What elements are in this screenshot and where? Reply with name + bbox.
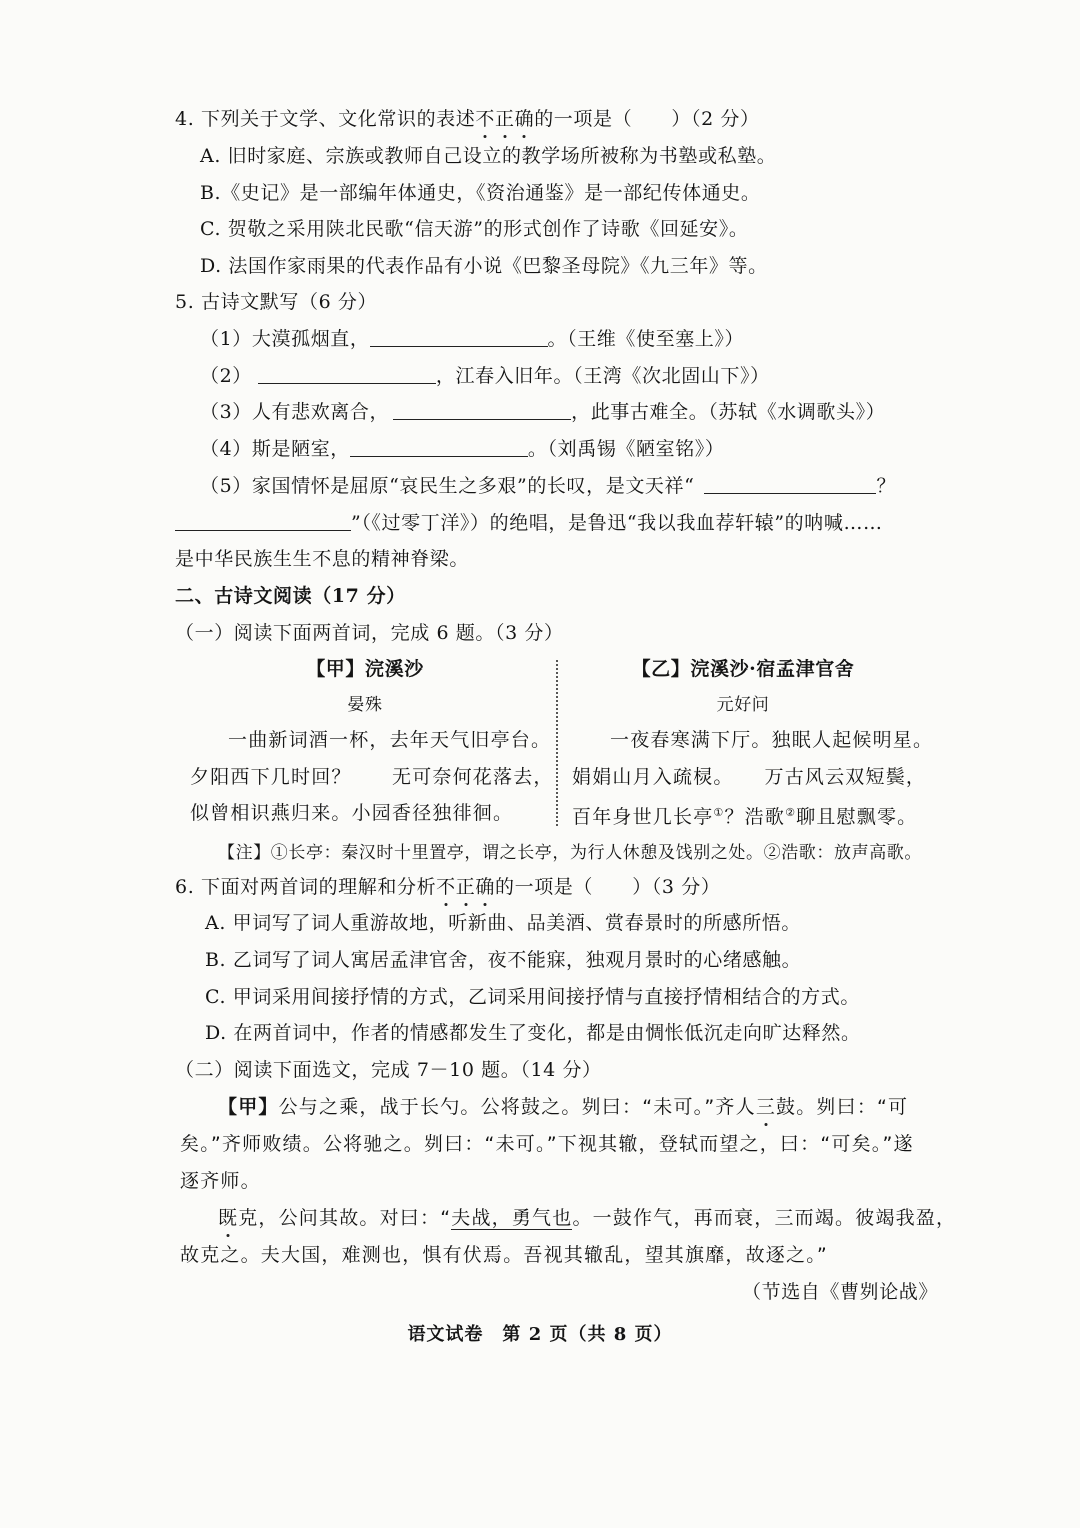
passage-p1-line2: 矣。”齐师败绩。公将驰之。刿曰：“未可。”下视其辙，登轼而望之，曰：“可矣。”遂 bbox=[180, 1133, 914, 1155]
emphasis-char: 确 bbox=[514, 108, 535, 130]
q5-item-4 bbox=[200, 436, 725, 462]
q5-item-3 bbox=[200, 399, 885, 425]
q5-item-5-text: （5）家国情怀是屈原“哀民生之多艰”的长叹，是文天祥“ bbox=[200, 475, 695, 497]
part-2-instruction: （二）阅读下面选文，完成 7－10 题。（14 分） bbox=[175, 1059, 602, 1081]
part-1-instruction: （一）阅读下面两首词，完成 6 题。（3 分） bbox=[175, 622, 564, 644]
poem-a-title: 【甲】浣溪沙 bbox=[306, 658, 424, 680]
passage-p2-line1 bbox=[218, 1205, 956, 1231]
passage-text: 鼓。刿曰：“可 bbox=[776, 1096, 909, 1118]
q5-item-2-pre: （2） bbox=[200, 365, 252, 387]
q6-stem bbox=[175, 874, 720, 900]
passage-source: （节选自《曹刿论战》 bbox=[742, 1281, 939, 1303]
q5-item-5-question-mark: ？ bbox=[876, 475, 897, 497]
passage-p2-line2: 故克之。夫大国，难测也，惧有伏焉。吾视其辙乱，望其旗靡，故逐之。” bbox=[180, 1244, 828, 1266]
poem-b-line-2: 娟娟山月入疏棂。 万古风云双短鬓， bbox=[572, 766, 927, 788]
passage-p1-line3: 逐齐师。 bbox=[180, 1170, 261, 1192]
q6-option-b: B. 乙词写了词人寓居孟津官舍，夜不能寐，独观月景时的心绪感触。 bbox=[205, 949, 802, 971]
poem-a-line-2: 夕阳西下几时回？ 无可奈何花落去， bbox=[190, 766, 554, 788]
poem-b-line-1: 一夜春寒满下厅。独眠人起候明星。 bbox=[610, 729, 934, 751]
q6-stem-pre: 6. 下面对两首词的理解和分析 bbox=[175, 876, 437, 898]
footnote-marker-2: ② bbox=[785, 806, 797, 819]
answer-blank[interactable] bbox=[704, 473, 876, 494]
answer-blank[interactable] bbox=[350, 436, 528, 457]
emphasis-char: 既 bbox=[218, 1207, 239, 1229]
passage-p1-line1 bbox=[218, 1094, 908, 1120]
poem-a-line-3: 似曾相识燕归来。小园香径独徘徊。 bbox=[190, 802, 514, 824]
emphasis-char: 正 bbox=[494, 108, 515, 130]
q4-stem-pre: 4. 下列关于文学、文化常识的表述 bbox=[175, 108, 476, 130]
q5-item-3-post: ，此事古难全。（苏轼《水调歌头》） bbox=[571, 401, 886, 423]
q4-option-c: C. 贺敬之采用陕北民歌“信天游”的形式创作了诗歌《回延安》。 bbox=[200, 218, 749, 240]
poem-a-line-1: 一曲新词酒一杯，去年天气旧亭台。 bbox=[228, 729, 552, 751]
q4-stem-post: 的一项是（ ）（2 分） bbox=[534, 108, 760, 130]
q4-option-a: A. 旧时家庭、宗族或教师自己设立的教学场所被称为书塾或私塾。 bbox=[200, 145, 777, 167]
q5-item-5-text-2: ”（《过零丁洋》）的绝唱，是鲁迅“我以我血荐轩辕”的呐喊…… bbox=[351, 512, 883, 534]
q4-option-d: D. 法国作家雨果的代表作品有小说《巴黎圣母院》《九三年》等。 bbox=[200, 255, 768, 277]
emphasis-char: 确 bbox=[475, 876, 495, 898]
q5-item-5-line2 bbox=[175, 510, 883, 536]
passage-text: 。一鼓作气，再而衰，三而竭。彼竭我盈， bbox=[572, 1207, 957, 1229]
q5-item-1 bbox=[200, 326, 744, 352]
answer-blank[interactable] bbox=[258, 363, 436, 384]
q5-item-4-post: 。（刘禹锡《陋室铭》） bbox=[527, 438, 725, 460]
q5-item-1-pre: （1）大漠孤烟直， bbox=[200, 328, 370, 350]
answer-blank[interactable] bbox=[370, 326, 548, 347]
footnote-marker-1: ① bbox=[713, 806, 725, 819]
emphasis-char: 正 bbox=[455, 876, 476, 898]
q5-item-1-post: 。（王维《使至塞上》） bbox=[547, 328, 745, 350]
q6-option-a: A. 甲词写了词人重游故地，听新曲、品美酒、赏春景时的所感所悟。 bbox=[205, 912, 802, 934]
q5-item-5-line1 bbox=[200, 473, 896, 499]
q6-option-d: D. 在两首词中，作者的情感都发生了变化，都是由惆怅低沉走向旷达释然。 bbox=[205, 1022, 861, 1044]
poem-b-line-3-c: 聊且慰飘零。 bbox=[796, 806, 918, 828]
emphasis-char: 不 bbox=[436, 876, 456, 898]
q5-item-2 bbox=[200, 363, 770, 389]
poem-note: 【注】①长亭：秦汉时十里置亭，谓之长亭，为行人休憩及饯别之处。②浩歌：放声高歌。 bbox=[218, 843, 922, 863]
page-footer: 语文试卷 第 2 页（共 8 页） bbox=[407, 1324, 673, 1345]
poem-divider bbox=[556, 660, 558, 826]
answer-blank[interactable] bbox=[393, 399, 571, 420]
poem-b-title: 【乙】浣溪沙·宿孟津官舍 bbox=[631, 658, 855, 680]
emphasis-char: 三 bbox=[755, 1096, 777, 1118]
section-2-title: 二、古诗文阅读（17 分） bbox=[175, 585, 406, 607]
q5-item-4-pre: （4）斯是陋室， bbox=[200, 438, 350, 460]
poem-b-line-3 bbox=[572, 800, 917, 830]
answer-blank[interactable] bbox=[175, 510, 351, 531]
q4-option-b: B.《史记》是一部编年体通史，《资治通鉴》是一部纪传体通史。 bbox=[200, 182, 761, 204]
poem-b-line-3-b: ？浩歌 bbox=[724, 806, 786, 828]
poem-b-line-3-a: 百年身世几长亭 bbox=[572, 806, 714, 828]
emphasis-char: 不 bbox=[475, 108, 495, 130]
underlined-sentence: 夫战，勇气也 bbox=[451, 1207, 573, 1229]
q5-item-5-line3: 是中华民族生生不息的精神脊梁。 bbox=[175, 548, 470, 570]
passage-label-jia: 【甲】 bbox=[218, 1096, 279, 1118]
passage-text: 公与之乘，战于长勺。公将鼓之。刿曰：“未可。”齐人 bbox=[278, 1096, 756, 1118]
poem-b-author: 元好问 bbox=[716, 695, 770, 715]
q6-stem-post: 的一项是（ ）（3 分） bbox=[495, 876, 721, 898]
poem-a-author: 晏殊 bbox=[347, 695, 383, 715]
q5-item-3-pre: （3）人有悲欢离合， bbox=[200, 401, 390, 423]
q5-item-2-post: ，江春入旧年。（王湾《次北固山下》） bbox=[435, 365, 770, 387]
q5-title: 5. 古诗文默写（6 分） bbox=[175, 291, 378, 313]
passage-text: 克，公问其故。对曰：“ bbox=[238, 1207, 452, 1229]
q6-option-c: C. 甲词采用间接抒情的方式，乙词采用间接抒情与直接抒情相结合的方式。 bbox=[205, 986, 860, 1008]
q4-stem bbox=[175, 106, 760, 132]
